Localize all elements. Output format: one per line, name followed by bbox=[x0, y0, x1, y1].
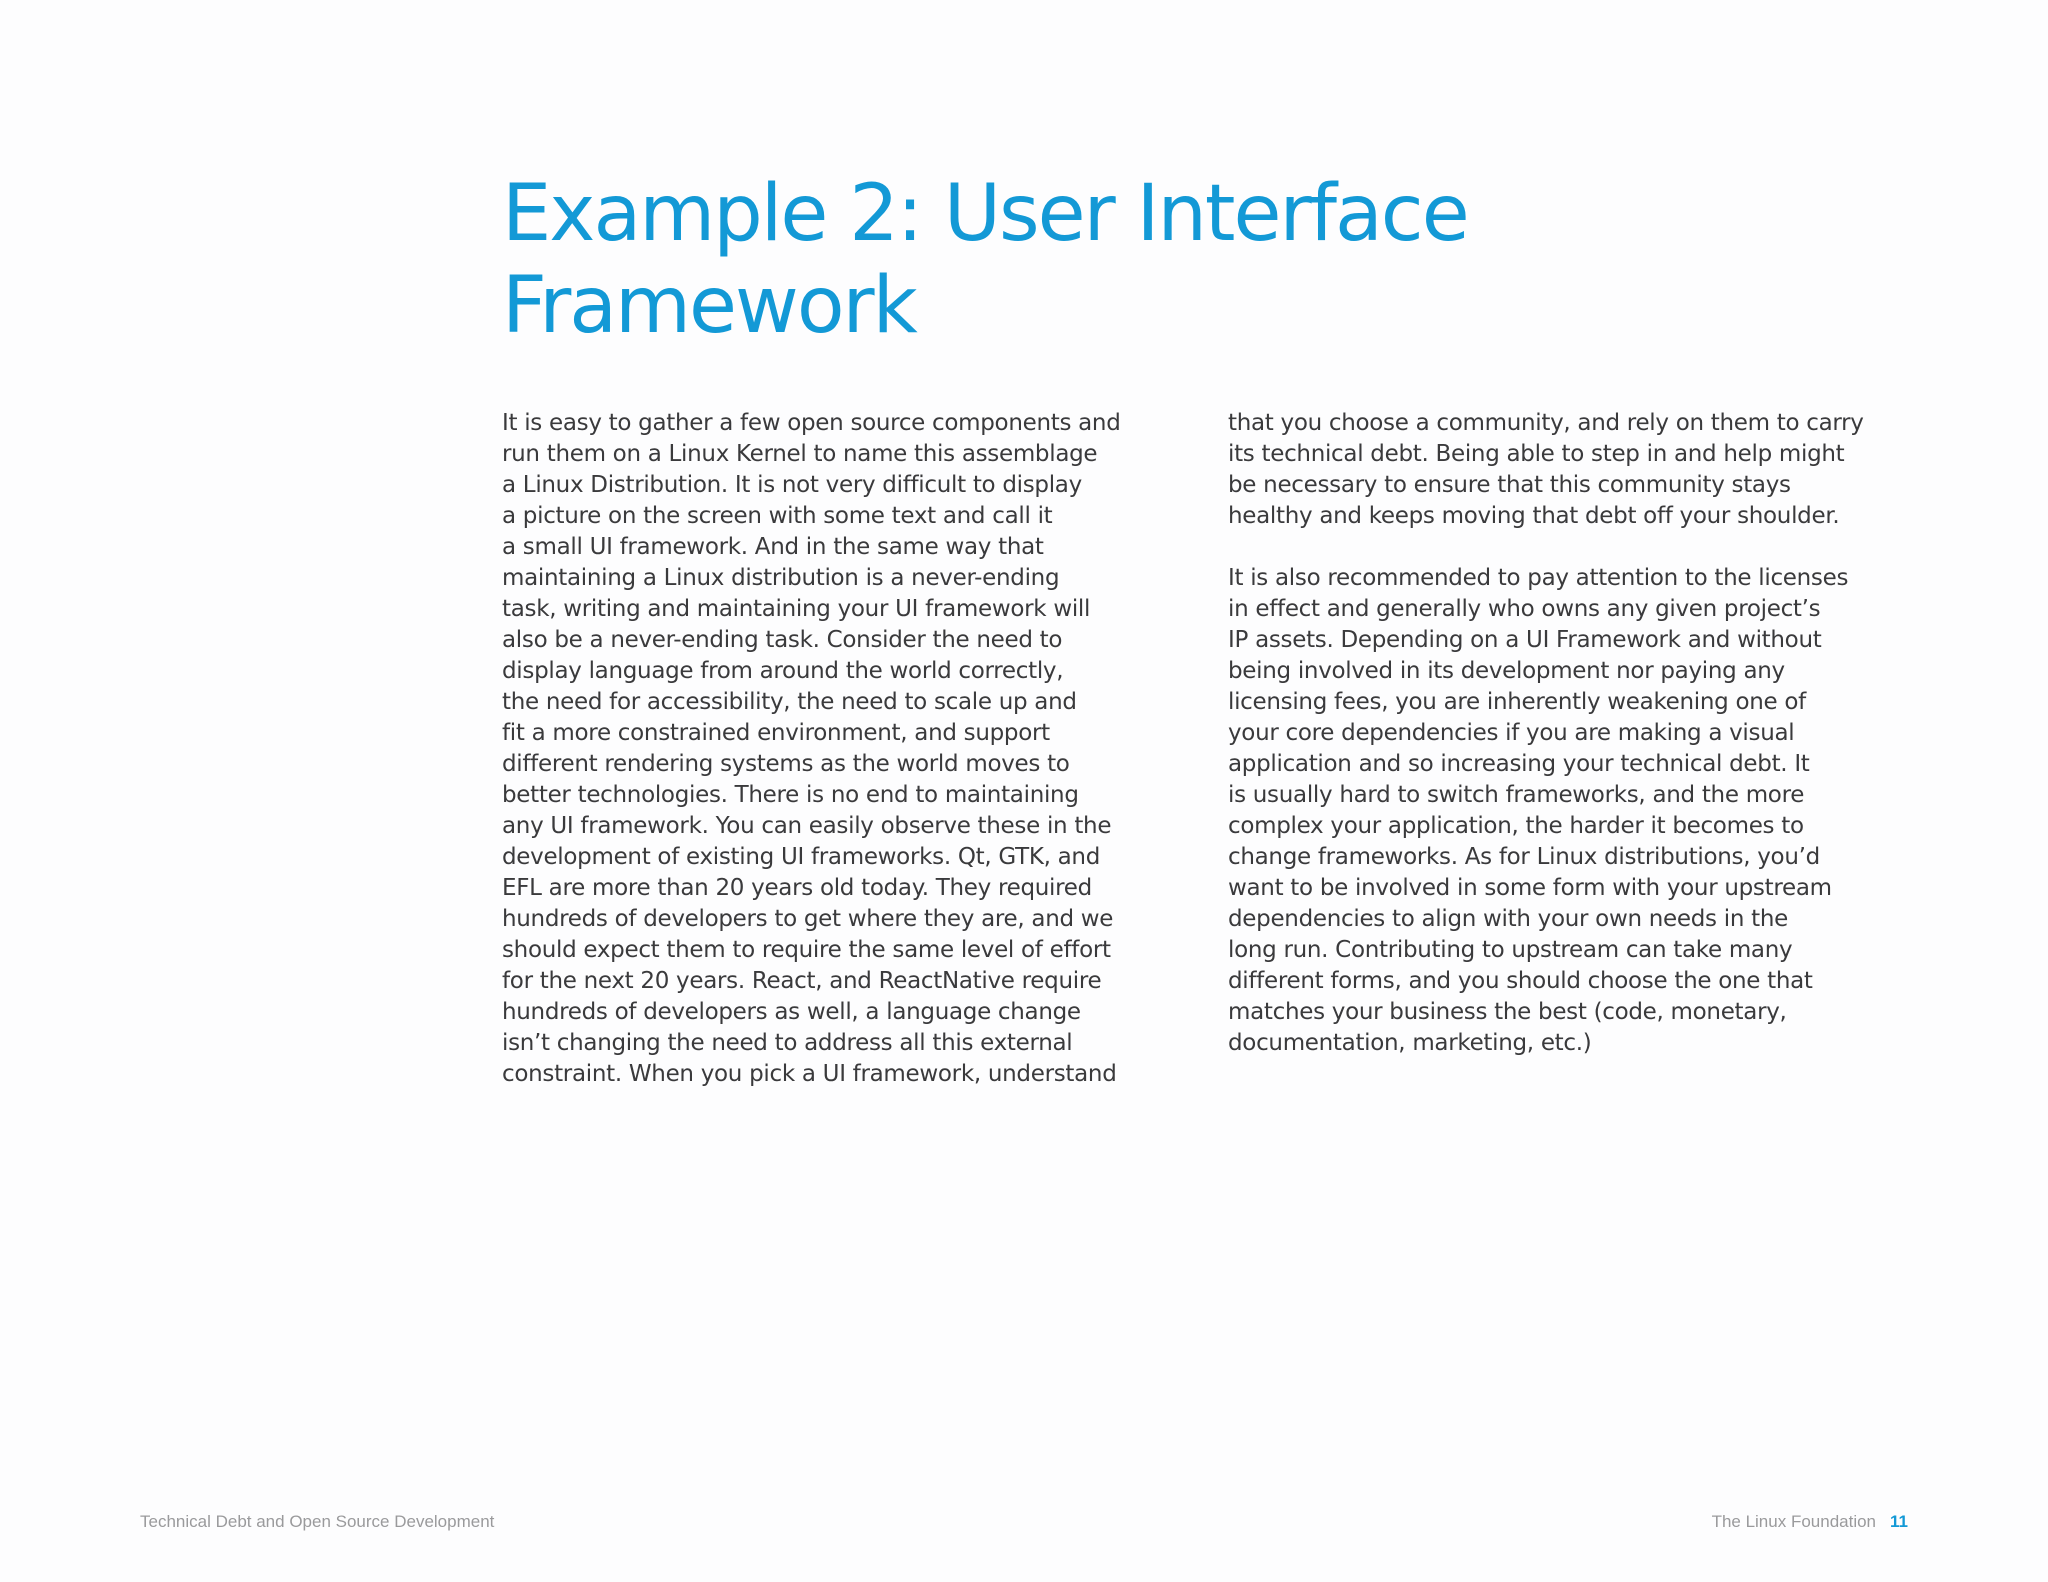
right-paragraph-2 bbox=[1228, 563, 1908, 1059]
text-line: a small UI framework. And in the same way that bbox=[502, 534, 1044, 560]
footer-right bbox=[1712, 1512, 1908, 1532]
text-line: different forms, and you should choose the one that bbox=[1228, 968, 1813, 994]
text-line: your core dependencies if you are making a visual bbox=[1228, 720, 1795, 746]
text-line: that you choose a community, and rely on them to carry bbox=[1228, 410, 1864, 436]
text-line: a Linux Distribution. It is not very difficult to display bbox=[502, 472, 1082, 498]
text-line: matches your business the best (code, monetary, bbox=[1228, 999, 1787, 1025]
text-line: should expect them to require the same level of effort bbox=[502, 937, 1111, 963]
text-line: better technologies. There is no end to maintaining bbox=[502, 782, 1079, 808]
text-line: is usually hard to switch frameworks, and the more bbox=[1228, 782, 1805, 808]
left-text-column bbox=[502, 408, 1182, 1121]
text-line: a picture on the screen with some text and call it bbox=[502, 503, 1053, 529]
text-line: healthy and keeps moving that debt off your shoulder. bbox=[1228, 503, 1840, 529]
text-line: maintaining a Linux distribution is a never-ending bbox=[502, 565, 1060, 591]
text-line: for the next 20 years. React, and ReactNative require bbox=[502, 968, 1102, 994]
text-line: hundreds of developers to get where they are, and we bbox=[502, 906, 1114, 932]
text-line: task, writing and maintaining your UI framework will bbox=[502, 596, 1091, 622]
right-paragraph-1 bbox=[1228, 408, 1908, 532]
text-line: development of existing UI frameworks. Qt, GTK, and bbox=[502, 844, 1101, 870]
page-number: 11 bbox=[1890, 1512, 1908, 1531]
text-line: IP assets. Depending on a UI Framework and without bbox=[1228, 627, 1822, 653]
text-line: also be a never-ending task. Consider the need to bbox=[502, 627, 1063, 653]
text-line: isn’t changing the need to address all this external bbox=[502, 1030, 1073, 1056]
text-line: the need for accessibility, the need to scale up and bbox=[502, 689, 1077, 715]
text-line: want to be involved in some form with your upstream bbox=[1228, 875, 1832, 901]
text-line: hundreds of developers as well, a language change bbox=[502, 999, 1081, 1025]
text-line: run them on a Linux Kernel to name this assemblage bbox=[502, 441, 1098, 467]
page-title-line-1: Example 2: User Interface bbox=[502, 169, 1468, 259]
page-title-line-2: Framework bbox=[502, 261, 916, 351]
text-line: It is also recommended to pay attention to the licenses bbox=[1228, 565, 1849, 591]
text-line: fit a more constrained environment, and support bbox=[502, 720, 1050, 746]
text-line: display language from around the world correctly, bbox=[502, 658, 1064, 684]
footer-document-title: Technical Debt and Open Source Development bbox=[140, 1512, 495, 1531]
footer-organization: The Linux Foundation bbox=[1711, 1512, 1877, 1531]
text-line: licensing fees, you are inherently weakening one of bbox=[1228, 689, 1806, 715]
text-line: application and so increasing your technical debt. It bbox=[1228, 751, 1810, 777]
text-line: constraint. When you pick a UI framework, understand bbox=[502, 1061, 1117, 1087]
text-line: its technical debt. Being able to step in and help might bbox=[1228, 441, 1845, 467]
right-text-column bbox=[1228, 408, 1908, 1090]
page-title bbox=[502, 168, 1802, 352]
text-line: EFL are more than 20 years old today. They required bbox=[502, 875, 1092, 901]
text-line: different rendering systems as the world moves to bbox=[502, 751, 1070, 777]
text-line: being involved in its development nor paying any bbox=[1228, 658, 1785, 684]
text-line: dependencies to align with your own needs in the bbox=[1228, 906, 1788, 932]
text-line: documentation, marketing, etc.) bbox=[1228, 1030, 1592, 1056]
text-line: any UI framework. You can easily observe these in the bbox=[502, 813, 1112, 839]
text-line: be necessary to ensure that this community stays bbox=[1228, 472, 1791, 498]
text-line: It is easy to gather a few open source components and bbox=[502, 410, 1121, 436]
left-paragraph-1 bbox=[502, 408, 1182, 1090]
text-line: change frameworks. As for Linux distributions, you’d bbox=[1228, 844, 1820, 870]
text-line: in effect and generally who owns any given project’s bbox=[1228, 596, 1821, 622]
text-line: complex your application, the harder it becomes to bbox=[1228, 813, 1804, 839]
text-line: long run. Contributing to upstream can take many bbox=[1228, 937, 1793, 963]
